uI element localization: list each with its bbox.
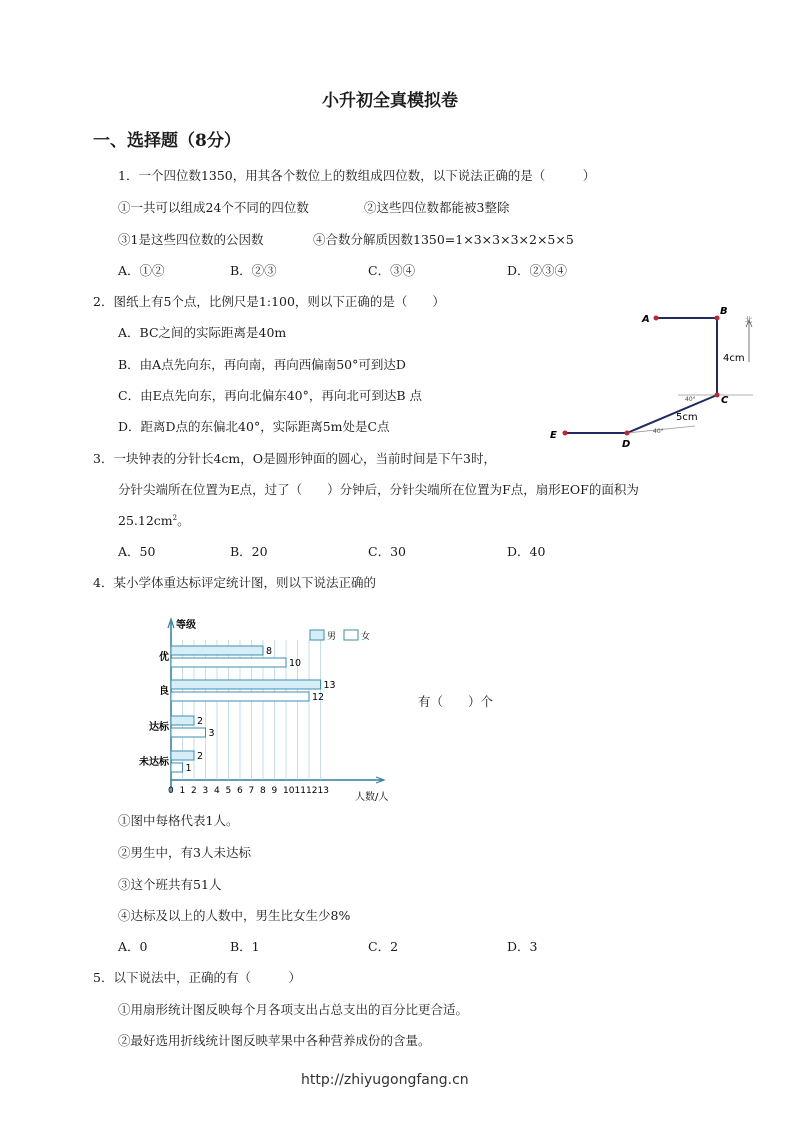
point-c [715, 393, 720, 398]
bar-value-label: 2 [197, 716, 204, 727]
bar-male [171, 716, 194, 725]
q3-option-c: C．30 [368, 544, 406, 559]
q4-stem: 4．某小学体重达标评定统计图，则以下说法正确的 [93, 575, 376, 590]
north-label: 北 [745, 316, 752, 324]
q3-option-b: B．20 [230, 544, 268, 559]
x-tick-label: 9 [271, 786, 278, 796]
q4-aside: 有（ ）个 [418, 694, 494, 709]
x-tick-label: 0 [168, 786, 174, 796]
length-cd: 5cm [676, 412, 698, 423]
x-tick-label: 6 [237, 786, 243, 796]
q1-statement-1: ①一共可以组成24个不同的四位数 [118, 200, 309, 215]
q2-route-diagram [545, 300, 765, 450]
q2-option-a: A．BC之间的实际距离是40m [118, 325, 287, 340]
length-bc: 4cm [723, 353, 745, 364]
q5-stem: 5．以下说法中，正确的有（ ） [93, 970, 301, 985]
label-b: B [720, 306, 728, 317]
bar-value-label: 12 [312, 692, 325, 703]
x-tick-label: 3 [202, 786, 209, 796]
point-d [625, 431, 630, 436]
q3-option-a: A．50 [118, 544, 156, 559]
bar-value-label: 8 [266, 646, 273, 657]
bar-female [171, 692, 309, 701]
q3-area-exponent: 2 [172, 513, 178, 522]
x-tick-label: 13 [317, 786, 329, 796]
bar-female [171, 728, 206, 737]
x-tick-label: 4 [214, 786, 220, 796]
q4-statement-4: ④达标及以上的人数中，男生比女生少8% [118, 908, 351, 923]
q4-option-d: D．3 [507, 939, 538, 954]
bar-value-label: 2 [197, 751, 204, 762]
bar-value-label: 10 [289, 658, 302, 669]
q5-statement-1: ①用扇形统计图反映每个月各项支出占总支出的百分比更合适。 [118, 1002, 469, 1017]
bar-female [171, 658, 286, 667]
chart-xlabel: 人数/人 [355, 792, 389, 803]
x-tick-label: 7 [248, 786, 255, 796]
label-d: D [622, 439, 631, 450]
q1-statement-3: ③1是这些四位数的公因数 [118, 232, 264, 247]
route-cd [627, 395, 717, 433]
legend-swatch-female [344, 630, 358, 640]
x-tick-label: 11 [294, 786, 306, 796]
q4-option-c: C．2 [368, 939, 399, 954]
bar-female [171, 763, 183, 772]
label-a: A [642, 314, 650, 325]
footer-url: http://zhiyugongfang.cn [301, 1072, 469, 1088]
q3-area-value: 25.12cm [118, 513, 173, 528]
category-label: 达标 [149, 722, 169, 733]
bar-male [171, 646, 263, 655]
legend-label-male: 男 [327, 632, 337, 642]
label-e: E [550, 430, 557, 441]
point-a [654, 316, 659, 321]
q4-statement-3: ③这个班共有51人 [118, 877, 222, 892]
category-label: 未达标 [139, 757, 169, 768]
section-heading: 一、选择题（8分） [93, 131, 241, 151]
point-b [715, 316, 720, 321]
x-tick-label: 8 [260, 786, 266, 796]
x-tick-label: 2 [191, 786, 197, 796]
x-tick-label: 5 [225, 786, 232, 796]
point-e [563, 431, 568, 436]
angle-d: 40° [653, 428, 664, 435]
category-label: 优 [159, 652, 169, 663]
q1-option-d: D．②③④ [507, 263, 568, 278]
q4-statement-1: ①图中每格代表1人。 [118, 813, 239, 828]
q4-statement-2: ②男生中，有3人未达标 [118, 845, 251, 860]
bar-male [171, 680, 321, 689]
q3-option-d: D．40 [507, 544, 546, 559]
angle-c: 40° [685, 396, 696, 403]
q1-option-b: B．②③ [230, 263, 277, 278]
q4-option-a: A．0 [118, 939, 148, 954]
x-tick-label: 12 [306, 786, 318, 796]
q1-stem: 1．一个四位数1350，用其各个数位上的数组成四位数，以下说法正确的是（ ） [118, 168, 596, 183]
q2-stem: 2．图纸上有5个点，比例尺是1:100，则以下正确的是（ ） [93, 294, 445, 309]
q2-option-b: B．由A点先向东，再向南，再向西偏南50°可到达D [118, 357, 406, 372]
q3-stem: 3．一块钟表的分针长4cm，O是圆形钟面的圆心，当前时间是下午3时， [93, 451, 496, 466]
x-tick-label: 1 [179, 786, 186, 796]
bar-value-label: 3 [208, 728, 215, 739]
q3-area-end: 。 [177, 513, 190, 528]
label-c: C [721, 395, 729, 406]
q4-option-b: B．1 [230, 939, 260, 954]
x-tick-label: 10 [283, 786, 295, 796]
bar-value-label: 1 [185, 763, 192, 774]
q4-bar-chart [139, 610, 400, 810]
q1-option-a: A．①② [118, 263, 165, 278]
q2-option-c: C．由E点先向东，再向北偏东40°，再向北可到达B 点 [118, 388, 423, 403]
q1-statement-2: ②这些四位数都能被3整除 [364, 200, 510, 215]
page-title: 小升初全真模拟卷 [322, 91, 458, 111]
q2-option-d: D．距离D点的东偏北40°，实际距离5m处是C点 [118, 419, 390, 434]
chart-ylabel: 等级 [176, 620, 196, 631]
q5-statement-2: ②最好选用折线统计图反映苹果中各种营养成份的含量。 [118, 1033, 431, 1048]
q1-statement-4: ④合数分解质因数1350=1×3×3×3×2×5×5 [313, 232, 574, 247]
q1-option-c: C．③④ [368, 263, 416, 278]
q3-line-2: 分针尖端所在位置为E点，过了（ ）分钟后，分针尖端所在位置为F点，扇形EOF的面积为 [118, 482, 639, 497]
bar-male [171, 751, 194, 760]
legend-label-female: 女 [361, 632, 371, 642]
legend-swatch-male [310, 630, 324, 640]
bar-value-label: 13 [323, 680, 336, 691]
q3-area [118, 511, 190, 529]
category-label: 良 [159, 686, 169, 697]
